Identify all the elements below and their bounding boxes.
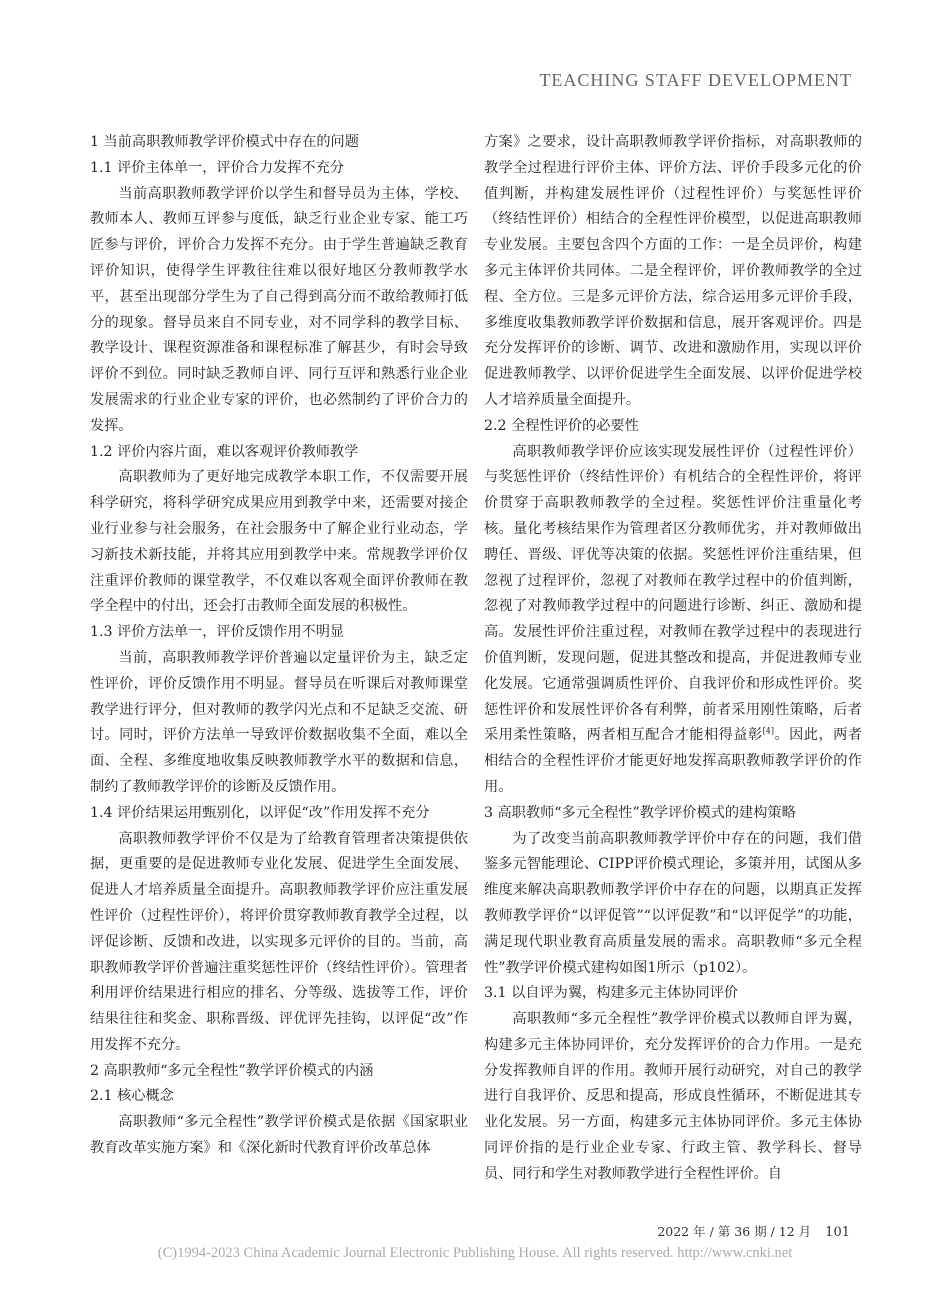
paragraph: 为了改变当前高职教师教学评价中存在的问题，我们借鉴多元智能理论、CIPP评价模式理论，多策并用，试图从多维度来解决高职教师教学评价中存在的问题，以期真正发挥教师教学评价“以评促管”“以评促教”和“以评促学”的功能，满足现代职业教育高质量发展的需求。高职教师“多元全程性”教学评价模式建构如图1所示（p102）。 — [484, 830, 862, 976]
section-heading: 1 当前高职教师教学评价模式中存在的问题 — [90, 134, 359, 150]
paragraph-text: 。因此，两者相结合的全程性评价才能更好地发挥高职教师教学评价的作用。 — [484, 727, 862, 795]
paragraph-continued: 方案》之要求，设计高职教师教学评价指标，对高职教师的教学全过程进行评价主体、评价方法、评价手段多元化的价值判断，并构建发展性评价（过程性评价）与奖惩性评价（终结性评价）相结合的全程性评价模型，以促进高职教师专业发展。主要包含四个方面的工作：一是全员评价，构建多元主体评价共同体。二是全程评价，评价教师教学的全过程、全方位。三是多元评价方法，综合运用多元评价手段，多维度收集教师教学评价数据和信息，展开客观评价。四是充分发挥评价的诊断、调节、改进和激励作用，实现以评价促进教师教学、以评价促进学生全面发展、以评价促进学校人才培养质量全面提升。 — [484, 134, 862, 408]
paragraph: 高职教师教学评价不仅是为了给教育管理者决策提供依据，更重要的是促进教师专业化发展、促进学生全面发展、促进人才培养质量全面提升。高职教师教学评价应注重发展性评价（过程性评价），将评价贯穿教师教育教学全过程，以评促诊断、反馈和改进，以实现多元评价的目的。当前，高职教师教学评价普遍注重奖惩性评价（终结性评价）。管理者利用评价结果进行相应的排名、分等级、选拔等工作，评价结果往往和奖金、职称晋级、评优评先挂钩，以评促“改”作用发挥不充分。 — [90, 830, 468, 1053]
page-number: 101 — [825, 1225, 850, 1240]
subsection-heading: 3.1 以自评为翼，构建多元主体协同评价 — [484, 985, 739, 1002]
copyright-watermark: (C)1994-2023 China Academic Journal Electronic Publishing House. All rights reserved. http://www.cnki.net — [157, 1245, 793, 1261]
subsection-heading: 1.1 评价主体单一，评价合力发挥不充分 — [90, 159, 345, 176]
paragraph: 高职教师“多元全程性”教学评价模式是依据《国家职业教育改革实施方案》和《深化新时代教育评价改革总体 — [90, 1114, 468, 1157]
subsection-heading: 1.3 评价方法单一，评价反馈作用不明显 — [90, 624, 345, 641]
section-heading: 3 高职教师“多元全程性”教学评价模式的建构策略 — [484, 804, 796, 821]
page-footer — [657, 1222, 850, 1240]
left-column — [90, 130, 468, 1162]
running-header: TEACHING STAFF DEVELOPMENT — [539, 70, 852, 90]
subsection-heading: 2.1 核心概念 — [90, 1088, 174, 1105]
paragraph: 当前，高职教师教学评价普遍以定量评价为主，缺乏定性评价，评价反馈作用不明显。督导员在听课后对教师课堂教学进行评分，但对教师的教学闪光点和不足缺乏交流、研讨。同时，评价方法单一导致评价数据收集不全面，难以全面、全程、多维度地收集反映教师教学水平的数据和信息，制约了教师教学评价的诊断及反馈作用。 — [90, 649, 468, 795]
subsection-heading: 2.2 全程性评价的必要性 — [484, 417, 639, 434]
right-column — [484, 130, 862, 1188]
paragraph: 当前高职教师教学评价以学生和督导员为主体，学校、教师本人、教师互评参与度低，缺乏行业企业专家、能工巧匠参与评价，评价合力发挥不充分。由于学生普遍缺乏教育评价知识，使得学生评教往往难以很好地区分教师教学水平，甚至出现部分学生为了自己得到高分而不敢给教师打低分的现象。督导员来自不同专业，对不同学科的教学目标、教学设计、课程资源准备和课程标准了解甚少，有时会导致评价不到位。同时缺乏教师自评、同行互评和熟悉行业企业发展需求的行业企业专家的评价，也必然制约了评价合力的发挥。 — [90, 185, 468, 434]
citation-ref: [4] — [762, 726, 774, 736]
issue-info: 2022 年 / 第 36 期 / 12 月 — [657, 1224, 812, 1239]
paragraph-text: 高职教师教学评价应该实现发展性评价（过程性评价）与奖惩性评价（终结性评价）有机结合的全程性评价，将评价贯穿于高职教师教学的全过程。奖惩性评价注重量化考核。量化考核结果作为管理者区分教师优劣，并对教师做出聘任、晋级、评优等决策的依据。奖惩性评价注重结果，但忽视了过程评价，忽视了对教师在教学过程中的价值判断，忽视了对教师教学过程中的问题进行诊断、纠正、激励和提高。发展性评价注重过程，对教师在教学过程中的表现进行价值判断，发现问题，促进其整改和提高，并促进教师专业化发展。它通常强调质性评价、自我评价和形成性评价。奖惩性评价和发展性评价各有利弊，前者采用刚性策略，后者采用柔性策略，两者相互配合才能相得益彰 — [484, 443, 862, 744]
section-heading: 2 高职教师“多元全程性”教学评价模式的内涵 — [90, 1062, 374, 1079]
paragraph: 高职教师为了更好地完成教学本职工作，不仅需要开展科学研究，将科学研究成果应用到教学中来，还需要对接企业行业参与社会服务，在社会服务中了解企业行业动态，学习新技术新技能，并将其应用到教学中来。常规教学评价仅注重评价教师的课堂教学，不仅难以客观全面评价教师在教学全程中的付出，还会打击教师全面发展的积极性。 — [90, 469, 468, 615]
subsection-heading: 1.4 评价结果运用甄别化，以评促“改”作用发挥不充分 — [90, 804, 430, 821]
subsection-heading: 1.2 评价内容片面，难以客观评价教师教学 — [90, 443, 359, 460]
paragraph — [484, 440, 862, 801]
paragraph: 高职教师“多元全程性”教学评价模式以教师自评为翼，构建多元主体协同评价，充分发挥评价的合力作用。一是充分发挥教师自评的作用。教师开展行动研究，对自己的教学进行自我评价、反思和提高，形成良性循环，不断促进其专业化发展。另一方面，构建多元主体协同评价。多元主体协同评价指的是行业企业专家、行政主管、教学科长、督导员、同行和学生对教师教学进行全程性评价。自 — [484, 1011, 862, 1182]
